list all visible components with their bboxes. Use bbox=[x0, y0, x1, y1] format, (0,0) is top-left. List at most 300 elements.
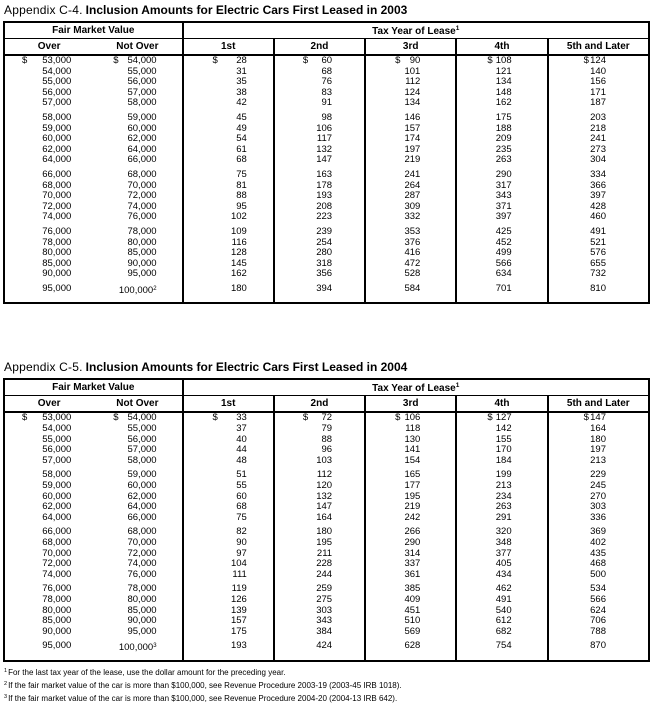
value-cell bbox=[183, 466, 274, 481]
cell-value: 112 bbox=[405, 76, 421, 88]
table-row bbox=[4, 637, 649, 661]
cell-value: 175 bbox=[230, 625, 247, 637]
cell-value: 68,000 bbox=[42, 179, 72, 191]
row-group bbox=[4, 166, 649, 223]
cell-value: 234 bbox=[495, 490, 512, 502]
cell-value: 95,000 bbox=[42, 282, 72, 294]
cell-value: 54 bbox=[236, 133, 247, 145]
value-cell bbox=[548, 538, 649, 549]
cell-value: 112 bbox=[316, 469, 333, 481]
value-cell bbox=[183, 223, 274, 238]
value-cell bbox=[365, 538, 456, 549]
cell-value: 242 bbox=[404, 511, 421, 523]
cell-value: 70,000 bbox=[42, 547, 72, 559]
dollar-sign: $ bbox=[113, 412, 119, 424]
value-cell bbox=[548, 523, 649, 538]
value-cell bbox=[456, 223, 547, 238]
cell-value: 72 bbox=[321, 412, 333, 424]
cell-value: 120 bbox=[316, 480, 333, 492]
value-cell bbox=[456, 595, 547, 606]
value-cell bbox=[365, 98, 456, 109]
cell-value: 290 bbox=[495, 168, 512, 180]
inclusion-amounts-table bbox=[3, 21, 650, 304]
cell-value: 213 bbox=[495, 480, 512, 492]
value-cell bbox=[183, 456, 274, 467]
table-row bbox=[4, 523, 649, 538]
cell-value: 332 bbox=[404, 211, 421, 223]
value-cell bbox=[365, 55, 456, 67]
table-title-c4 bbox=[4, 4, 652, 17]
value-cell bbox=[365, 637, 456, 661]
cell-value: 76,000 bbox=[127, 211, 157, 223]
table-row bbox=[4, 223, 649, 238]
cell-value: 64,000 bbox=[42, 154, 72, 166]
cell-value: 78,000 bbox=[42, 593, 72, 605]
cell-value: 353 bbox=[404, 225, 421, 237]
value-cell bbox=[4, 570, 93, 581]
cell-value: 124 bbox=[590, 55, 606, 66]
value-cell bbox=[365, 280, 456, 304]
cell-value: 28 bbox=[236, 55, 247, 66]
cell-value: 624 bbox=[590, 604, 606, 616]
value-cell bbox=[274, 55, 365, 67]
value-cell bbox=[274, 637, 365, 661]
value-cell bbox=[183, 513, 274, 524]
cell-value: 157 bbox=[404, 122, 421, 134]
value-cell bbox=[4, 523, 93, 538]
cell-value: 60 bbox=[321, 55, 333, 66]
footnote-ref: 2 bbox=[153, 285, 157, 292]
cell-value: 55,000 bbox=[127, 423, 157, 435]
value-cell bbox=[183, 538, 274, 549]
cell-value: 40 bbox=[236, 433, 247, 445]
value-cell bbox=[93, 627, 182, 638]
row-group bbox=[4, 109, 649, 166]
cell-value: 154 bbox=[404, 454, 421, 466]
cell-value: 54,000 bbox=[127, 55, 157, 66]
value-cell bbox=[183, 191, 274, 202]
value-cell bbox=[548, 513, 649, 524]
cell-value: 96 bbox=[321, 444, 333, 456]
value-cell bbox=[456, 280, 547, 304]
cell-value: 195 bbox=[316, 537, 333, 548]
dollar-sign: $ bbox=[395, 55, 401, 66]
cell-value: 171 bbox=[590, 86, 606, 98]
row-group bbox=[4, 223, 649, 280]
cell-value: 78,000 bbox=[42, 236, 72, 248]
cell-value: 165 bbox=[404, 469, 421, 481]
value-cell bbox=[183, 549, 274, 560]
cell-value: 68 bbox=[236, 501, 247, 513]
cell-value: 402 bbox=[590, 537, 606, 548]
cell-value: 59,000 bbox=[127, 469, 157, 481]
value-cell bbox=[183, 202, 274, 213]
cell-value: 273 bbox=[590, 143, 606, 155]
table-row bbox=[4, 212, 649, 223]
row-group bbox=[4, 523, 649, 580]
cell-value: 462 bbox=[495, 583, 512, 595]
cell-value: 106 bbox=[316, 122, 333, 134]
col-header-3rd: 3rd bbox=[365, 39, 456, 56]
value-cell bbox=[274, 595, 365, 606]
row-group bbox=[4, 466, 649, 523]
cell-value: 90 bbox=[236, 537, 247, 548]
value-cell bbox=[4, 627, 93, 638]
cell-value: 58,000 bbox=[42, 469, 72, 481]
cell-value: 72,000 bbox=[127, 547, 157, 559]
value-cell bbox=[183, 412, 274, 424]
value-cell bbox=[548, 627, 649, 638]
value-cell bbox=[183, 595, 274, 606]
cell-value: 499 bbox=[495, 247, 512, 259]
title-prefix: Appendix C-5. bbox=[4, 360, 83, 375]
cell-value: 264 bbox=[404, 179, 421, 191]
col-header-5th-and-later: 5th and Later bbox=[548, 39, 649, 56]
cell-value: 409 bbox=[404, 593, 421, 605]
cell-value: 55,000 bbox=[42, 433, 72, 445]
cell-value: 317 bbox=[495, 179, 512, 191]
cell-value: 170 bbox=[495, 444, 512, 456]
value-cell bbox=[93, 109, 182, 124]
value-cell bbox=[365, 570, 456, 581]
cell-value: 75 bbox=[236, 511, 247, 523]
cell-value: 45 bbox=[236, 111, 247, 123]
cell-value: 180 bbox=[590, 433, 606, 445]
value-cell bbox=[548, 280, 649, 304]
cell-value: 209 bbox=[495, 133, 512, 145]
value-cell bbox=[183, 502, 274, 513]
cell-value: 241 bbox=[404, 168, 421, 180]
cell-value: 343 bbox=[316, 615, 333, 627]
cell-value: 121 bbox=[495, 65, 512, 77]
cell-value: 164 bbox=[316, 511, 333, 523]
value-cell bbox=[4, 456, 93, 467]
value-cell bbox=[183, 523, 274, 538]
value-cell bbox=[456, 55, 547, 67]
value-cell bbox=[274, 523, 365, 538]
tax-year-span-header: Tax Year of Lease$^1$ bbox=[183, 379, 649, 396]
cell-value: 85,000 bbox=[42, 615, 72, 627]
cell-value: 76,000 bbox=[127, 568, 157, 580]
cell-value: 75 bbox=[236, 168, 247, 180]
value-cell bbox=[93, 212, 182, 223]
value-cell bbox=[365, 466, 456, 481]
value-cell bbox=[456, 212, 547, 223]
cell-value: 219 bbox=[404, 154, 421, 166]
cell-value: 72,000 bbox=[127, 190, 157, 202]
cell-value: 68 bbox=[321, 65, 333, 77]
value-cell bbox=[183, 616, 274, 627]
table-row bbox=[4, 627, 649, 638]
cell-value: 177 bbox=[404, 480, 421, 492]
cell-value: 35 bbox=[236, 76, 247, 88]
cell-value: 74,000 bbox=[127, 200, 157, 212]
value-cell bbox=[183, 570, 274, 581]
table-row bbox=[4, 456, 649, 467]
cell-value: 33 bbox=[236, 412, 247, 424]
cell-value: 239 bbox=[316, 225, 333, 237]
cell-value: 287 bbox=[404, 190, 421, 202]
cell-value: 95,000 bbox=[127, 625, 157, 637]
cell-value: 61 bbox=[236, 143, 247, 155]
table-row bbox=[4, 55, 649, 67]
value-cell bbox=[93, 269, 182, 280]
row-group bbox=[4, 637, 649, 661]
cell-value: 157 bbox=[230, 615, 247, 627]
cell-value: 132 bbox=[316, 143, 333, 155]
cell-value: 188 bbox=[495, 122, 512, 134]
inclusion-amounts-table bbox=[3, 378, 650, 661]
cell-value: 788 bbox=[590, 625, 606, 637]
dollar-sign: $ bbox=[212, 412, 218, 424]
cell-value: 491 bbox=[495, 593, 512, 605]
value-cell bbox=[183, 109, 274, 124]
col-header-1st: 1st bbox=[183, 396, 274, 413]
cell-value: 193 bbox=[230, 640, 247, 652]
cell-value: 334 bbox=[590, 168, 606, 180]
cell-value: 60 bbox=[236, 490, 247, 502]
cell-value: 337 bbox=[404, 558, 421, 570]
cell-value: 254 bbox=[316, 236, 333, 248]
cell-value: 116 bbox=[231, 236, 247, 248]
cell-value: 70,000 bbox=[42, 190, 72, 202]
cell-value: 62,000 bbox=[127, 490, 157, 502]
dollar-sign: $ bbox=[395, 412, 401, 424]
col-header-not-over: Not Over bbox=[93, 39, 182, 56]
value-cell bbox=[548, 98, 649, 109]
cell-value: 60,000 bbox=[127, 480, 157, 492]
dollar-sign: $ bbox=[302, 55, 309, 66]
value-cell bbox=[4, 212, 93, 223]
cell-value: 241 bbox=[590, 133, 606, 145]
cell-value: 66,000 bbox=[127, 154, 157, 166]
cell-value: 106 bbox=[404, 412, 421, 424]
cell-value: 156 bbox=[590, 76, 606, 88]
value-cell bbox=[456, 98, 547, 109]
appendix-c5-section bbox=[3, 361, 652, 661]
cell-value: 228 bbox=[316, 558, 333, 570]
value-cell bbox=[183, 155, 274, 166]
cell-value: 119 bbox=[231, 583, 247, 595]
cell-value: 180 bbox=[316, 526, 333, 538]
cell-value: 145 bbox=[230, 257, 247, 269]
row-group bbox=[4, 280, 649, 304]
cell-value: 303 bbox=[590, 501, 606, 513]
value-cell bbox=[456, 155, 547, 166]
cell-value: 377 bbox=[495, 547, 512, 559]
value-cell bbox=[548, 637, 649, 661]
value-cell bbox=[93, 166, 182, 181]
table-row bbox=[4, 109, 649, 124]
cell-value: 162 bbox=[230, 268, 247, 280]
cell-value: 141 bbox=[404, 444, 421, 456]
cell-value: 44 bbox=[236, 444, 247, 456]
cell-value: 491 bbox=[590, 225, 606, 237]
cell-value: 95,000 bbox=[127, 268, 157, 280]
cell-value: 130 bbox=[404, 433, 421, 445]
dollar-sign: $ bbox=[583, 412, 589, 424]
cell-value: 732 bbox=[590, 268, 606, 280]
cell-value: 147 bbox=[590, 412, 606, 424]
value-cell bbox=[365, 523, 456, 538]
dollar-sign: $ bbox=[113, 55, 119, 66]
cell-value: 569 bbox=[404, 625, 421, 637]
footnote-marker: 1 bbox=[4, 667, 8, 674]
cell-value: 397 bbox=[590, 190, 606, 202]
value-cell bbox=[93, 513, 182, 524]
value-cell bbox=[93, 155, 182, 166]
cell-value: 49 bbox=[236, 122, 247, 134]
cell-value: 434 bbox=[495, 568, 512, 580]
value-cell bbox=[4, 109, 93, 124]
value-cell bbox=[93, 595, 182, 606]
value-cell bbox=[274, 435, 365, 446]
cell-value: 472 bbox=[404, 257, 421, 269]
value-cell bbox=[274, 109, 365, 124]
cell-value: 83 bbox=[321, 86, 333, 98]
cell-value: 425 bbox=[495, 225, 512, 237]
value-cell bbox=[93, 98, 182, 109]
value-cell bbox=[274, 88, 365, 99]
cell-value: 51 bbox=[236, 469, 247, 481]
value-cell bbox=[183, 481, 274, 492]
value-cell bbox=[456, 466, 547, 481]
value-cell bbox=[183, 145, 274, 156]
cell-value: 79 bbox=[321, 423, 333, 435]
value-cell bbox=[365, 155, 456, 166]
footnote-text: If the fair market value of the car is more than $100,000, see Revenue Procedure 2004-20 (2004-13 IRB 642). bbox=[8, 693, 398, 703]
cell-value: 95,000 bbox=[42, 640, 72, 652]
cell-value: 424 bbox=[316, 640, 333, 652]
cell-value: 290 bbox=[404, 537, 421, 548]
cell-value: 612 bbox=[495, 615, 512, 627]
cell-value: 74,000 bbox=[42, 568, 72, 580]
value-cell bbox=[548, 55, 649, 67]
cell-value: 147 bbox=[316, 501, 333, 513]
column-header-row bbox=[4, 396, 649, 413]
cell-value: 356 bbox=[316, 268, 333, 280]
cell-value: 74,000 bbox=[42, 211, 72, 223]
value-cell bbox=[183, 606, 274, 617]
cell-value: 57,000 bbox=[127, 86, 157, 98]
cell-value: 72,000 bbox=[42, 558, 72, 570]
cell-value: 244 bbox=[316, 568, 333, 580]
table-row bbox=[4, 280, 649, 304]
value-cell bbox=[456, 513, 547, 524]
cell-value: 263 bbox=[495, 154, 512, 166]
cell-value: 452 bbox=[495, 236, 512, 248]
cell-value: 348 bbox=[495, 537, 512, 548]
cell-value: 68,000 bbox=[42, 537, 72, 548]
tax-year-span-header: Tax Year of Lease$^1$ bbox=[183, 22, 649, 39]
value-cell bbox=[274, 67, 365, 78]
value-cell bbox=[4, 513, 93, 524]
col-header-4th: 4th bbox=[456, 396, 547, 413]
value-cell bbox=[93, 570, 182, 581]
col-header-over: Over bbox=[4, 396, 93, 413]
cell-value: 90,000 bbox=[42, 268, 72, 280]
table-row bbox=[4, 570, 649, 581]
value-cell bbox=[548, 456, 649, 467]
value-cell bbox=[183, 637, 274, 661]
cell-value: 701 bbox=[495, 282, 512, 294]
value-cell bbox=[456, 269, 547, 280]
value-cell bbox=[274, 456, 365, 467]
value-cell bbox=[274, 627, 365, 638]
cell-value: 134 bbox=[495, 76, 512, 88]
value-cell bbox=[274, 466, 365, 481]
cell-value: 870 bbox=[590, 640, 606, 652]
cell-value: 174 bbox=[404, 133, 421, 145]
cell-value: 90 bbox=[409, 55, 421, 66]
cell-value: 343 bbox=[495, 190, 512, 202]
col-header-not-over: Not Over bbox=[93, 396, 182, 413]
cell-value: 235 bbox=[495, 143, 512, 155]
table-row bbox=[4, 155, 649, 166]
cell-value: 100,000$^2$ bbox=[118, 284, 157, 296]
value-cell bbox=[548, 212, 649, 223]
cell-value: 384 bbox=[316, 625, 333, 637]
cell-value: 534 bbox=[590, 583, 606, 595]
cell-value: 57,000 bbox=[42, 454, 72, 466]
cell-value: 528 bbox=[404, 268, 421, 280]
value-cell bbox=[4, 269, 93, 280]
value-cell bbox=[183, 280, 274, 304]
dollar-sign: $ bbox=[487, 55, 493, 66]
cell-value: 58,000 bbox=[127, 97, 157, 109]
value-cell bbox=[93, 538, 182, 549]
cell-value: 85,000 bbox=[42, 257, 72, 269]
cell-value: 37 bbox=[236, 423, 247, 435]
cell-value: 127 bbox=[495, 412, 512, 424]
cell-value: 318 bbox=[316, 257, 333, 269]
cell-value: 76,000 bbox=[42, 225, 72, 237]
cell-value: 53,000 bbox=[42, 412, 72, 424]
value-cell bbox=[93, 223, 182, 238]
footnote-ref: 3 bbox=[153, 643, 157, 650]
cell-value: 175 bbox=[495, 111, 512, 123]
value-cell bbox=[183, 212, 274, 223]
inclusion-table-2003 bbox=[3, 21, 652, 304]
value-cell bbox=[183, 259, 274, 270]
footnote-ref: 1 bbox=[455, 24, 460, 32]
cell-value: 280 bbox=[316, 247, 333, 259]
cell-value: 128 bbox=[230, 247, 247, 259]
value-cell bbox=[183, 134, 274, 145]
value-cell bbox=[274, 155, 365, 166]
fmv-span-header: Fair Market Value bbox=[4, 379, 183, 396]
cell-value: 76 bbox=[321, 76, 333, 88]
cell-value: 109 bbox=[230, 225, 247, 237]
title-main: Inclusion Amounts for Electric Cars First Leased in 2003 bbox=[85, 3, 408, 17]
cell-value: 72,000 bbox=[42, 200, 72, 212]
value-cell bbox=[4, 466, 93, 481]
value-cell bbox=[548, 166, 649, 181]
cell-value: 304 bbox=[590, 154, 606, 166]
table-row bbox=[4, 513, 649, 524]
col-header-4th: 4th bbox=[456, 39, 547, 56]
cell-value: 303 bbox=[316, 604, 333, 616]
value-cell bbox=[93, 456, 182, 467]
cell-value: 628 bbox=[404, 640, 421, 652]
cell-value: 309 bbox=[404, 200, 421, 212]
value-cell bbox=[4, 166, 93, 181]
cell-value: 416 bbox=[404, 247, 421, 259]
cell-value: 54,000 bbox=[42, 65, 72, 77]
table-row bbox=[4, 538, 649, 549]
cell-value: 140 bbox=[590, 65, 606, 77]
value-cell bbox=[183, 627, 274, 638]
